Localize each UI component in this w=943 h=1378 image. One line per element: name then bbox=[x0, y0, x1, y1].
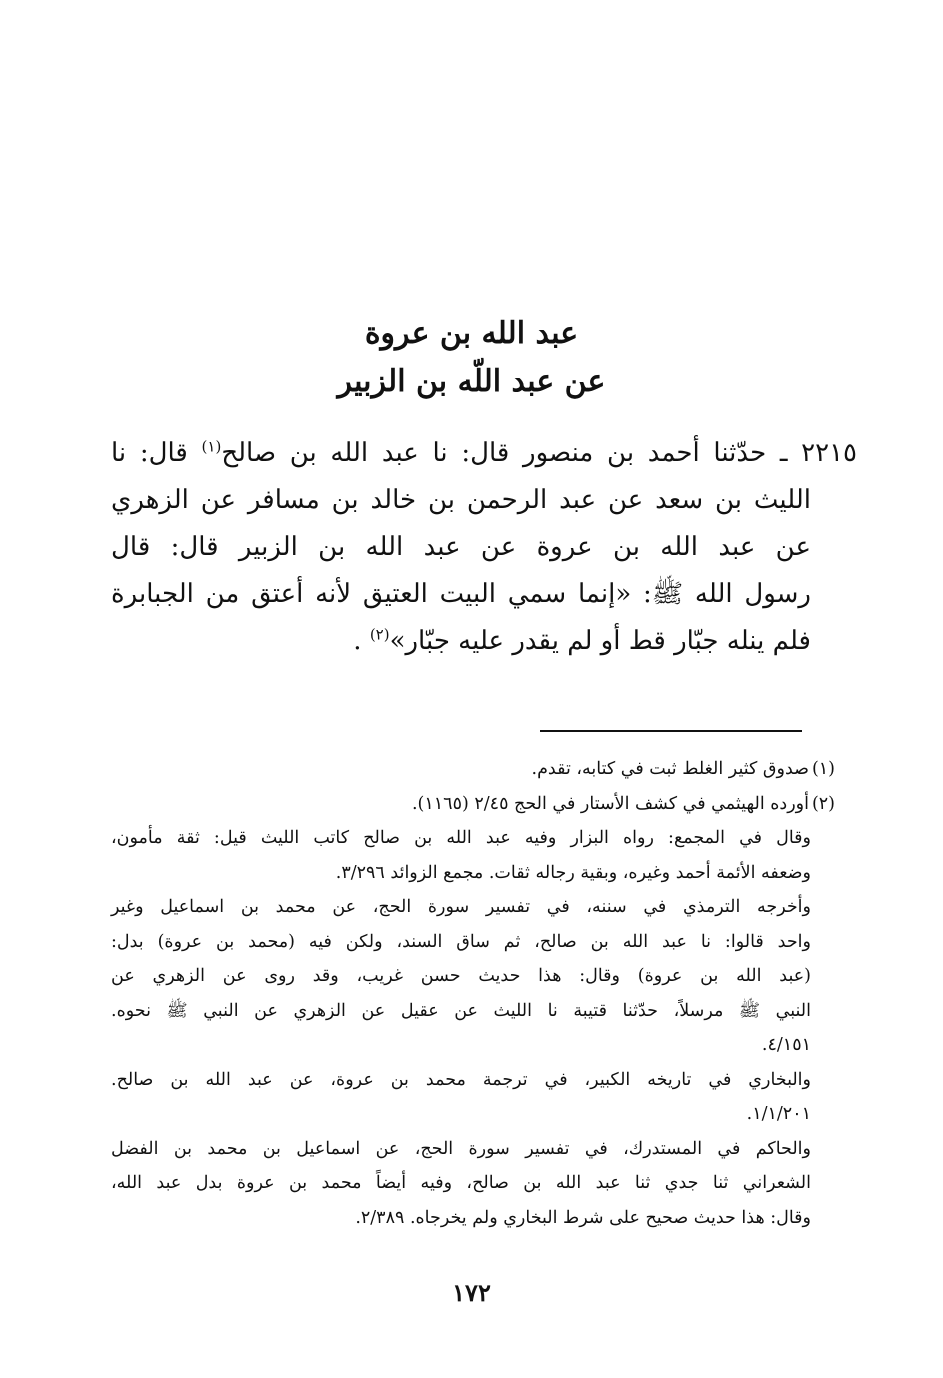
footnote-line: وقال في المجمع: رواه البزار وفيه عبد الله بن صالح كاتب الليث قيل: ثقة مأمون، bbox=[111, 828, 811, 848]
footnote-2-number: (٢) bbox=[811, 793, 835, 814]
footnote-line: الشعراني ثنا جدي ثنا عبد الله بن صالح، وفيه أيضاً محمد بن عروة بدل عبد الله، bbox=[111, 1173, 811, 1193]
hadith-line-5: فلم ينله جبّار قط أو لم يقدر عليه جبّار»$^{(٢)}$ . bbox=[353, 625, 811, 656]
hadith-line-2: الليث بن سعد عن عبد الرحمن بن خالد بن مسافر عن الزهري bbox=[111, 485, 811, 515]
footnote-2: (٢)أورده الهيثمي في كشف الأستار في الحج ٢/٤٥ (١١٦٥). bbox=[111, 787, 835, 822]
footnote-divider bbox=[540, 730, 802, 732]
footnote-line: وأخرجه الترمذي في سننه، في تفسير سورة الحج، عن محمد بن اسماعيل وغير bbox=[111, 897, 811, 917]
footnotes bbox=[111, 752, 835, 1235]
section-title-line-1: عبد الله بن عروة bbox=[364, 316, 579, 351]
hadith-line-1: ٢٢١٥ ـ حدّثنا أحمد بن منصور قال: نا عبد الله بن صالح$^{(١)}$ قال: نا bbox=[111, 437, 857, 468]
footnote-1: (١)صدوق كثير الغلط ثبت في كتابه، تقدم. bbox=[111, 752, 835, 787]
footnote-line: والبخاري في تاريخه الكبير، في ترجمة محمد بن عروة، عن عبد الله بن صالح. bbox=[111, 1069, 811, 1090]
footnote-line: والحاكم في المستدرك، في تفسير سورة الحج، عن اسماعيل بن محمد بن الفضل bbox=[111, 1138, 811, 1159]
section-title-line-2: عن عبد اللّه بن الزبير bbox=[337, 364, 606, 399]
hadith-line-4: رسول الله ﷺ: «إنما سمي البيت العتيق لأنه أعتق من الجبابرة bbox=[111, 579, 811, 609]
footnote-line: واحد قالوا: نا عبد الله بن صالح، ثم ساق السند، ولكن فيه (محمد بن عروة) بدل: bbox=[111, 931, 811, 952]
footnote-line: ١/١/٢٠١. bbox=[746, 1104, 811, 1124]
hadith-text bbox=[111, 430, 857, 665]
hadith-line-3: عن عبد الله بن عروة عن عبد الله بن الزبير قال: قال bbox=[111, 532, 811, 562]
footnote-line: ٤/١٥١. bbox=[761, 1035, 811, 1055]
footnote-line: النبي ﷺ مرسلاً، حدّثنا قتيبة نا الليث عن عقيل عن الزهري عن النبي ﷺ نحوه. bbox=[111, 1000, 811, 1021]
footnote-marker-1: (١) bbox=[201, 437, 222, 456]
page-number: ١٧٢ bbox=[452, 1278, 491, 1307]
footnote-line: وقال: هذا حديث صحيح على شرط البخاري ولم يخرجاه. ٢/٣٨٩. bbox=[355, 1207, 811, 1228]
footnote-line: وضعفه الأئمة أحمد وغيره، وبقية رجاله ثقات. مجمع الزوائد ٣/٢٩٦. bbox=[335, 862, 811, 883]
footnote-marker-2: (٢) bbox=[369, 625, 390, 644]
footnote-1-number: (١) bbox=[811, 759, 835, 779]
footnote-line: (عبد الله بن عروة) وقال: هذا حديث حسن غريب، وقد روى عن الزهري عن bbox=[111, 966, 811, 986]
